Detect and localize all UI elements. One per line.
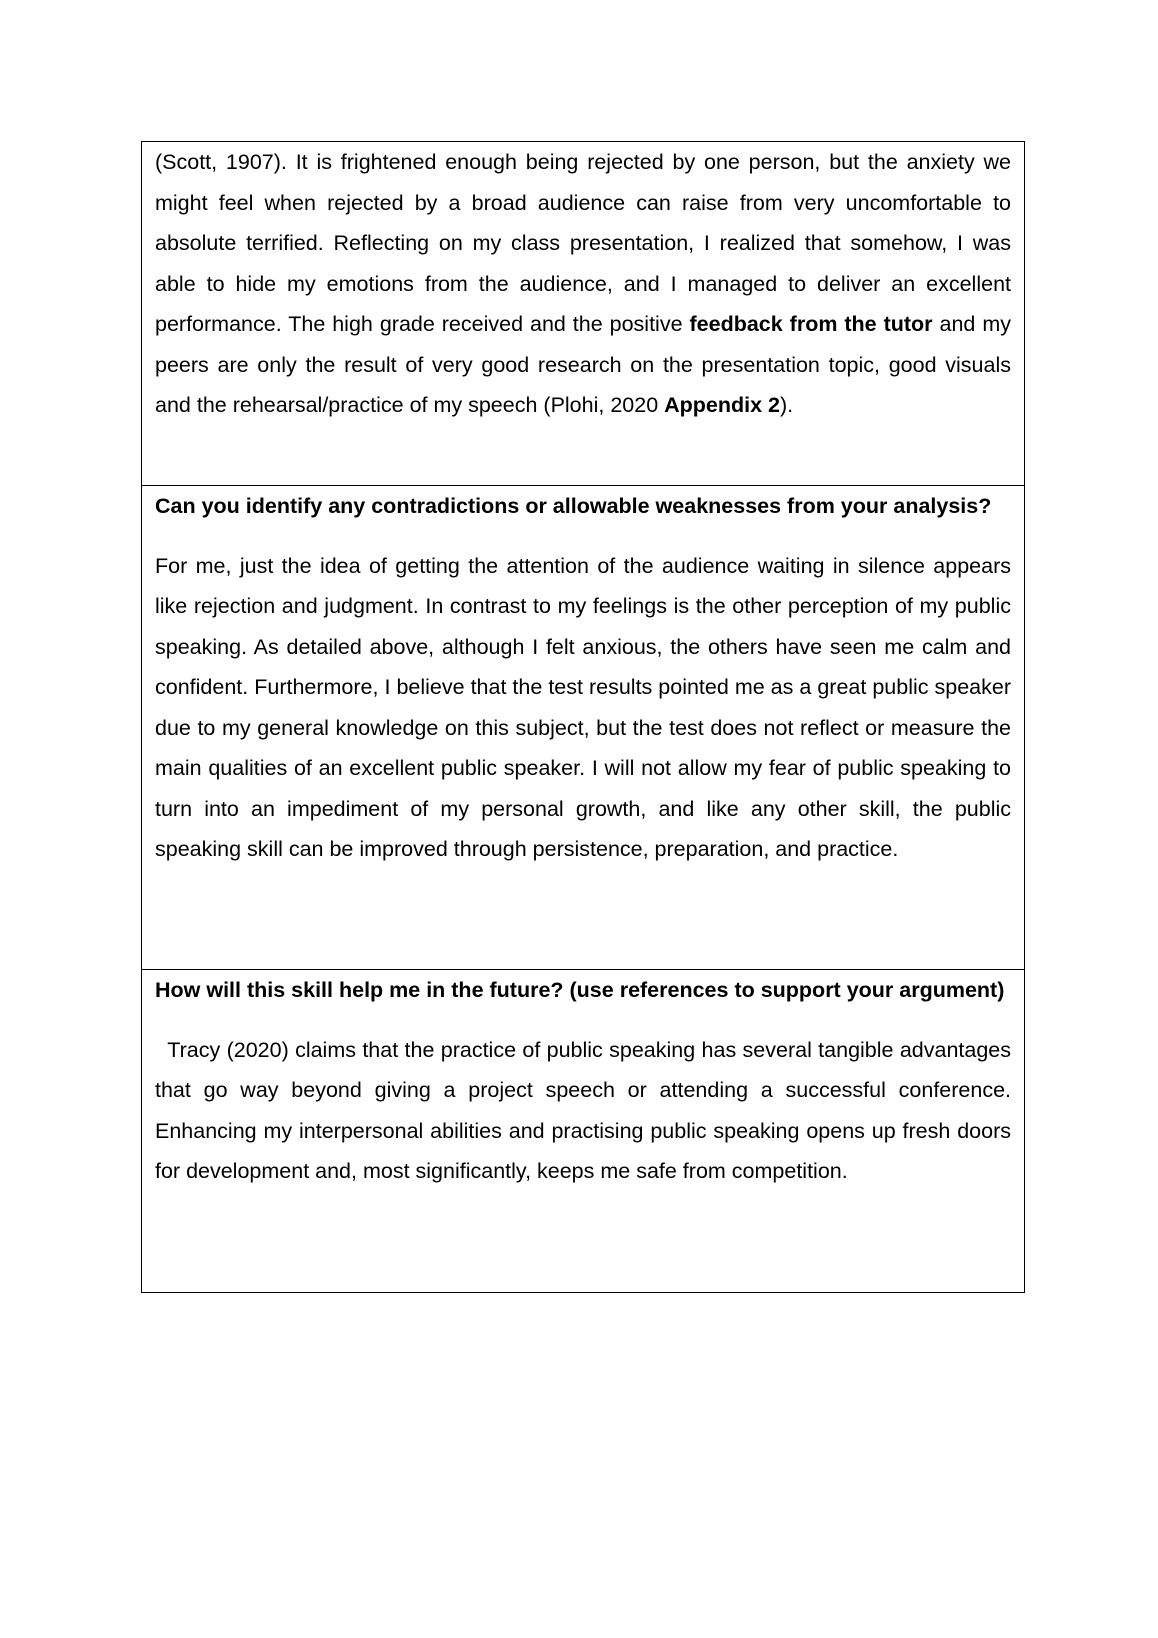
table-cell-continuation	[142, 142, 1025, 486]
bold-phrase: feedback from the tutor	[689, 312, 933, 336]
paragraph-text: (Scott, 1907). It is frightened enough being rejected by one person, but the anxiety we might feel when rejected by a broad audience can raise from very uncomfortable to absolute terrified. Reflecting on my class presentation, I realized that somehow, I was able to hide my emotions from the audience, and I managed to deliver an excellent performance. The high grade received and the positive	[155, 150, 1011, 336]
answer-paragraph	[155, 1030, 1011, 1192]
table-row	[142, 486, 1025, 970]
reflection-table	[141, 141, 1025, 1293]
continuation-paragraph	[155, 142, 1011, 426]
table-cell-future	[142, 970, 1025, 1293]
question-heading: Can you identify any contradictions or allowable weaknesses from your analysis?	[155, 494, 992, 518]
table-cell-weaknesses	[142, 486, 1025, 970]
answer-paragraph: For me, just the idea of getting the attention of the audience waiting in silence appears like rejection and judgment. In contrast to my feelings is the other perception of my public speaking. As detailed above, although I felt anxious, the others have seen me calm and confident. Furthermore, I believe that the test results pointed me as a great public speaker due to my general knowledge on this subject, but the test does not reflect or measure the main qualities of an excellent public speaker. I will not allow my fear of public speaking to turn into an impediment of my personal growth, and like any other skill, the public speaking skill can be improved through persistence, preparation, and practice.	[155, 553, 1011, 861]
paragraph-text: and my peers are only the result of very good research on the presentation topic, good visuals and the rehearsal/practice of my speech (Plohi, 2020	[155, 312, 1011, 417]
paragraph-text: ).	[780, 393, 794, 417]
question-heading: How will this skill help me in the future? (use references to support your argument)	[155, 978, 1005, 1002]
table-row	[142, 970, 1025, 1293]
table-row	[142, 142, 1025, 486]
appendix-reference: Appendix 2	[664, 393, 781, 417]
answer-text: Tracy (2020) claims that the practice of public speaking has several tangible advantages that go way beyond giving a project speech or attending a successful conference. Enhancing my interpersonal abilities and practising public speaking opens up fresh doors for development and, most significantly, keeps me safe from competition.	[155, 1037, 1011, 1183]
